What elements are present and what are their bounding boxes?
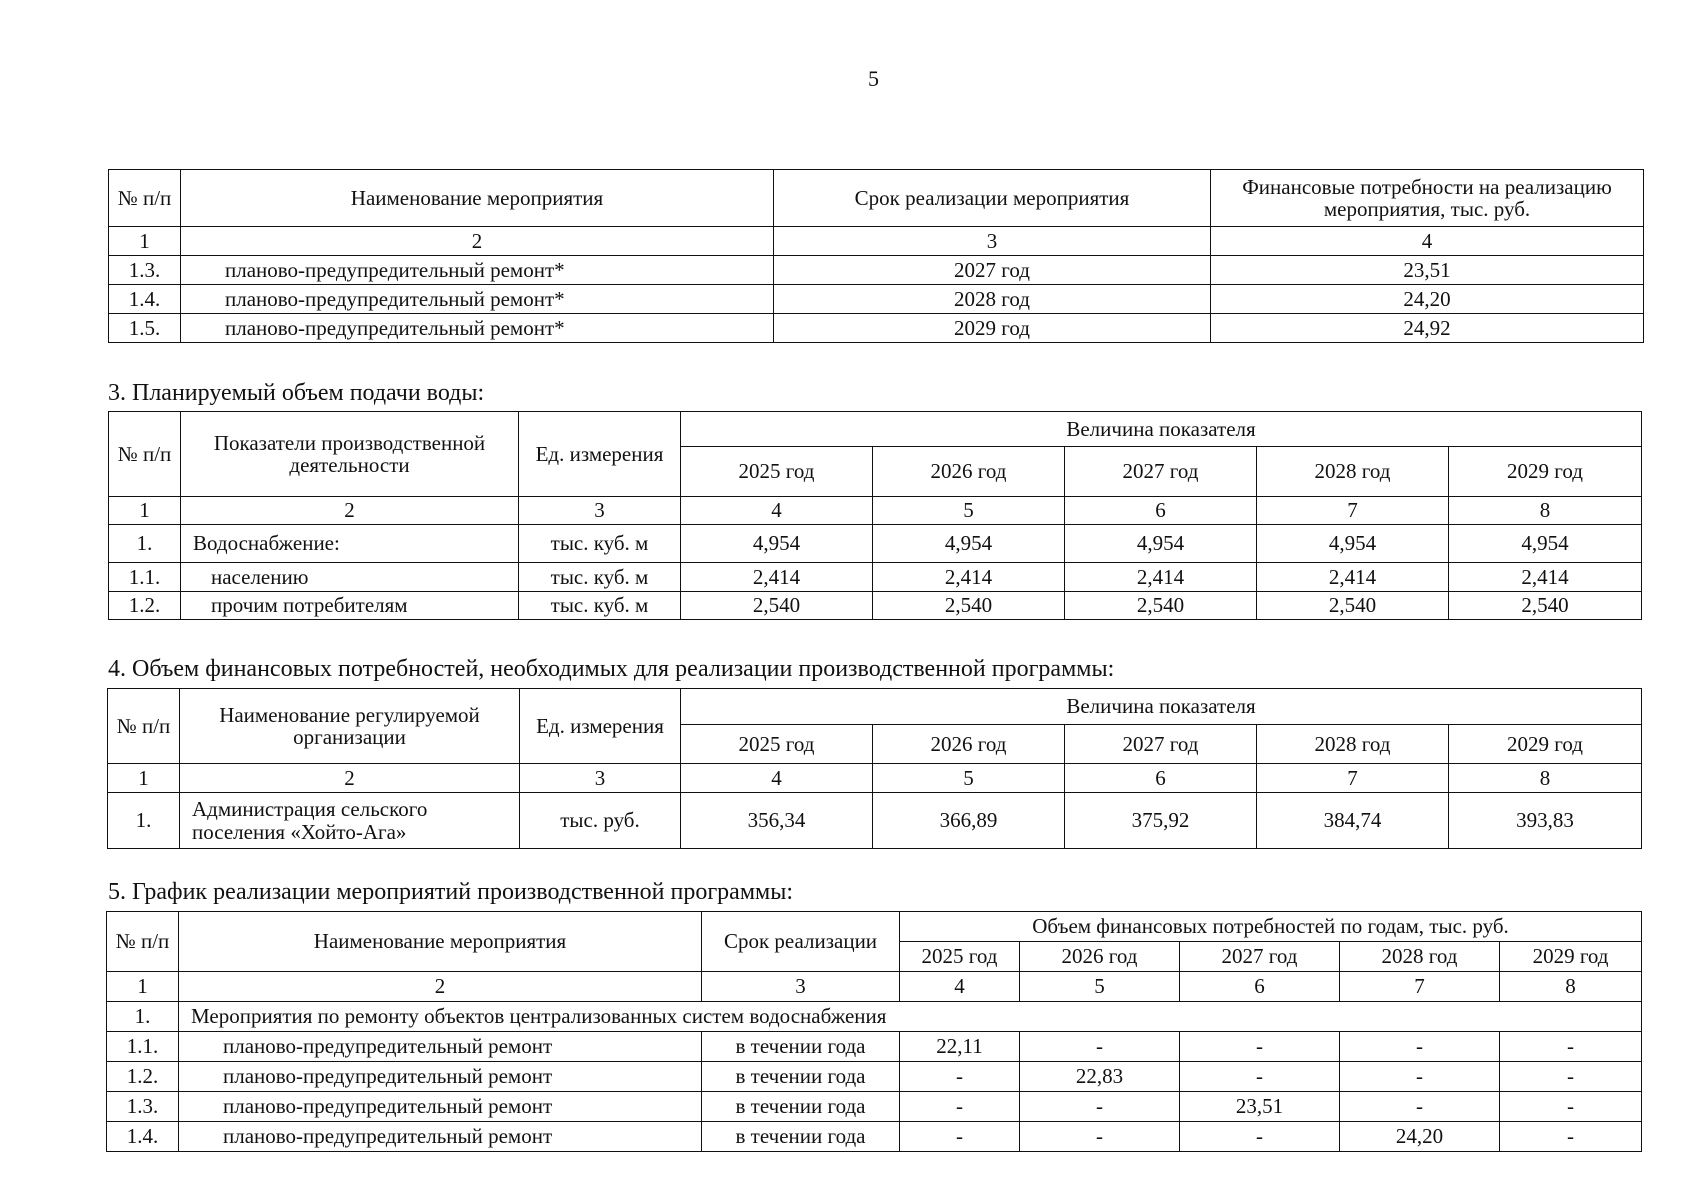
col-number: 6 — [1180, 972, 1340, 1002]
row-value: 23,51 — [1211, 256, 1644, 285]
col-number: 6 — [1065, 497, 1257, 525]
col-number: 8 — [1449, 764, 1642, 793]
row-value: - — [900, 1062, 1020, 1092]
col-number: 4 — [681, 497, 873, 525]
header-year: 2029 год — [1449, 725, 1642, 764]
col-number: 2 — [179, 972, 702, 1002]
header-measure-name: Наименование мероприятия — [181, 170, 774, 227]
row-value: 2,540 — [1257, 592, 1449, 620]
row-num: 1. — [107, 1002, 179, 1032]
col-number: 4 — [1211, 227, 1644, 256]
row-value: - — [1180, 1122, 1340, 1152]
row-value: 24,20 — [1340, 1122, 1500, 1152]
header-year: 2028 год — [1257, 447, 1449, 497]
row-value: - — [900, 1092, 1020, 1122]
row-value: 24,20 — [1211, 285, 1644, 314]
table-row — [109, 314, 1644, 343]
row-num: 1. — [109, 525, 181, 563]
row-value: 2,540 — [681, 592, 873, 620]
col-number: 5 — [873, 497, 1065, 525]
row-value: - — [1020, 1122, 1180, 1152]
row-num: 1. — [108, 793, 180, 849]
col-number: 1 — [109, 227, 181, 256]
col-number: 4 — [681, 764, 873, 793]
header-num: № п/п — [109, 170, 181, 227]
header-unit: Ед. измерения — [519, 412, 681, 497]
header-year: 2025 год — [900, 942, 1020, 972]
row-value: 2,540 — [1449, 592, 1642, 620]
row-value: - — [1340, 1092, 1500, 1122]
row-measure: планово-предупредительный ремонт* — [181, 285, 774, 314]
col-number: 1 — [109, 497, 181, 525]
row-measure: планово-предупредительный ремонт — [179, 1032, 702, 1062]
row-value: 2,414 — [681, 563, 873, 592]
header-financial-needs: Финансовые потребности на реализацию мероприятия, тыс. руб. — [1211, 170, 1644, 227]
row-value: - — [1340, 1062, 1500, 1092]
table-row — [108, 793, 1642, 849]
header-year: 2028 год — [1257, 725, 1449, 764]
table-row — [109, 592, 1642, 620]
row-value: 4,954 — [681, 525, 873, 563]
row-value: - — [1500, 1092, 1642, 1122]
col-number: 8 — [1500, 972, 1642, 1002]
row-indicator: населению — [181, 563, 519, 592]
row-unit: тыс. куб. м — [519, 563, 681, 592]
row-value: 2,414 — [1065, 563, 1257, 592]
row-value: 22,83 — [1020, 1062, 1180, 1092]
row-measure: планово-предупредительный ремонт — [179, 1122, 702, 1152]
col-number: 2 — [181, 227, 774, 256]
row-term: в течении года — [702, 1032, 900, 1062]
row-value: 4,954 — [1257, 525, 1449, 563]
row-value: 375,92 — [1065, 793, 1257, 849]
row-value: 393,83 — [1449, 793, 1642, 849]
col-number: 5 — [1020, 972, 1180, 1002]
row-value: 24,92 — [1211, 314, 1644, 343]
row-term: 2027 год — [774, 256, 1211, 285]
header-year: 2025 год — [681, 447, 873, 497]
header-year: 2029 год — [1449, 447, 1642, 497]
row-unit: тыс. куб. м — [519, 525, 681, 563]
col-number: 2 — [180, 764, 520, 793]
row-term: в течении года — [702, 1062, 900, 1092]
header-term: Срок реализации — [702, 912, 900, 972]
row-value: 22,11 — [900, 1032, 1020, 1062]
header-measure-name: Наименование мероприятия — [179, 912, 702, 972]
row-indicator: Водоснабжение: — [181, 525, 519, 563]
row-num: 1.3. — [107, 1092, 179, 1122]
header-year: 2025 год — [681, 725, 873, 764]
header-value-group: Величина показателя — [681, 689, 1642, 725]
row-group-title: Мероприятия по ремонту объектов централизованных систем водоснабжения — [179, 1002, 1642, 1032]
row-measure: планово-предупредительный ремонт* — [181, 256, 774, 285]
col-number: 7 — [1340, 972, 1500, 1002]
row-measure: планово-предупредительный ремонт — [179, 1092, 702, 1122]
header-unit: Ед. измерения — [520, 689, 681, 764]
table-row — [107, 1092, 1642, 1122]
row-num: 1.1. — [107, 1032, 179, 1062]
row-value: 2,540 — [873, 592, 1065, 620]
row-value: 2,414 — [1257, 563, 1449, 592]
row-measure: планово-предупредительный ремонт* — [181, 314, 774, 343]
col-number: 1 — [107, 972, 179, 1002]
header-year: 2027 год — [1180, 942, 1340, 972]
header-term: Срок реализации мероприятия — [774, 170, 1211, 227]
table-row — [109, 563, 1642, 592]
header-num: № п/п — [108, 689, 180, 764]
col-number: 7 — [1257, 497, 1449, 525]
section-3-title: 3. Планируемый объем подачи воды: — [108, 380, 485, 406]
header-year: 2026 год — [873, 447, 1065, 497]
water-supply-volume-table — [108, 411, 1642, 620]
implementation-schedule-table — [106, 911, 1642, 1152]
row-value: 2,414 — [873, 563, 1065, 592]
row-term: 2028 год — [774, 285, 1211, 314]
table-row — [107, 1032, 1642, 1062]
row-term: в течении года — [702, 1122, 900, 1152]
row-value: 366,89 — [873, 793, 1065, 849]
row-num: 1.2. — [107, 1062, 179, 1092]
table-row — [109, 285, 1644, 314]
col-number: 2 — [181, 497, 519, 525]
col-number: 6 — [1065, 764, 1257, 793]
row-value: - — [900, 1122, 1020, 1152]
row-value: 384,74 — [1257, 793, 1449, 849]
table-row — [107, 1062, 1642, 1092]
row-value: - — [1020, 1032, 1180, 1062]
col-number: 3 — [520, 764, 681, 793]
col-number: 1 — [108, 764, 180, 793]
row-num: 1.4. — [107, 1122, 179, 1152]
measures-table-continued — [108, 169, 1644, 343]
row-value: 2,414 — [1449, 563, 1642, 592]
col-number: 5 — [873, 764, 1065, 793]
header-num: № п/п — [107, 912, 179, 972]
row-unit: тыс. руб. — [520, 793, 681, 849]
row-value: 4,954 — [873, 525, 1065, 563]
row-value: - — [1180, 1032, 1340, 1062]
row-term: 2029 год — [774, 314, 1211, 343]
table-row — [109, 525, 1642, 563]
row-measure: планово-предупредительный ремонт — [179, 1062, 702, 1092]
col-number: 8 — [1449, 497, 1642, 525]
row-num: 1.5. — [109, 314, 181, 343]
header-year: 2027 год — [1065, 725, 1257, 764]
row-indicator: прочим потребителям — [181, 592, 519, 620]
header-org: Наименование регулируемой организации — [180, 689, 520, 764]
header-num: № п/п — [109, 412, 181, 497]
col-number: 7 — [1257, 764, 1449, 793]
col-number: 3 — [774, 227, 1211, 256]
row-num: 1.2. — [109, 592, 181, 620]
row-value: 23,51 — [1180, 1092, 1340, 1122]
row-org: Администрация сельского поселения «Хойто-Ага» — [180, 793, 520, 849]
row-value: 4,954 — [1449, 525, 1642, 563]
row-value: - — [1500, 1122, 1642, 1152]
row-value: - — [1020, 1092, 1180, 1122]
section-4-title: 4. Объем финансовых потребностей, необходимых для реализации производственной программы: — [108, 656, 1115, 682]
row-num: 1.4. — [109, 285, 181, 314]
header-year: 2029 год — [1500, 942, 1642, 972]
col-number: 3 — [519, 497, 681, 525]
header-year: 2028 год — [1340, 942, 1500, 972]
table-group-row — [107, 1002, 1642, 1032]
header-value-group: Величина показателя — [681, 412, 1642, 447]
col-number: 3 — [702, 972, 900, 1002]
row-value: - — [1340, 1032, 1500, 1062]
row-value: 4,954 — [1065, 525, 1257, 563]
col-number: 4 — [900, 972, 1020, 1002]
table-row — [109, 256, 1644, 285]
header-value-group: Объем финансовых потребностей по годам, тыс. руб. — [900, 912, 1642, 942]
row-num: 1.1. — [109, 563, 181, 592]
row-value: 356,34 — [681, 793, 873, 849]
table-row — [107, 1122, 1642, 1152]
row-unit: тыс. куб. м — [519, 592, 681, 620]
row-num: 1.3. — [109, 256, 181, 285]
row-value: - — [1180, 1062, 1340, 1092]
row-value: 2,540 — [1065, 592, 1257, 620]
header-year: 2027 год — [1065, 447, 1257, 497]
header-year: 2026 год — [873, 725, 1065, 764]
row-value: - — [1500, 1032, 1642, 1062]
financial-needs-table — [107, 688, 1642, 849]
section-5-title: 5. График реализации мероприятий производственной программы: — [108, 879, 793, 905]
header-year: 2026 год — [1020, 942, 1180, 972]
header-indicator: Показатели производственной деятельности — [181, 412, 519, 497]
page-number: 5 — [868, 66, 879, 91]
row-term: в течении года — [702, 1092, 900, 1122]
row-value: - — [1500, 1062, 1642, 1092]
